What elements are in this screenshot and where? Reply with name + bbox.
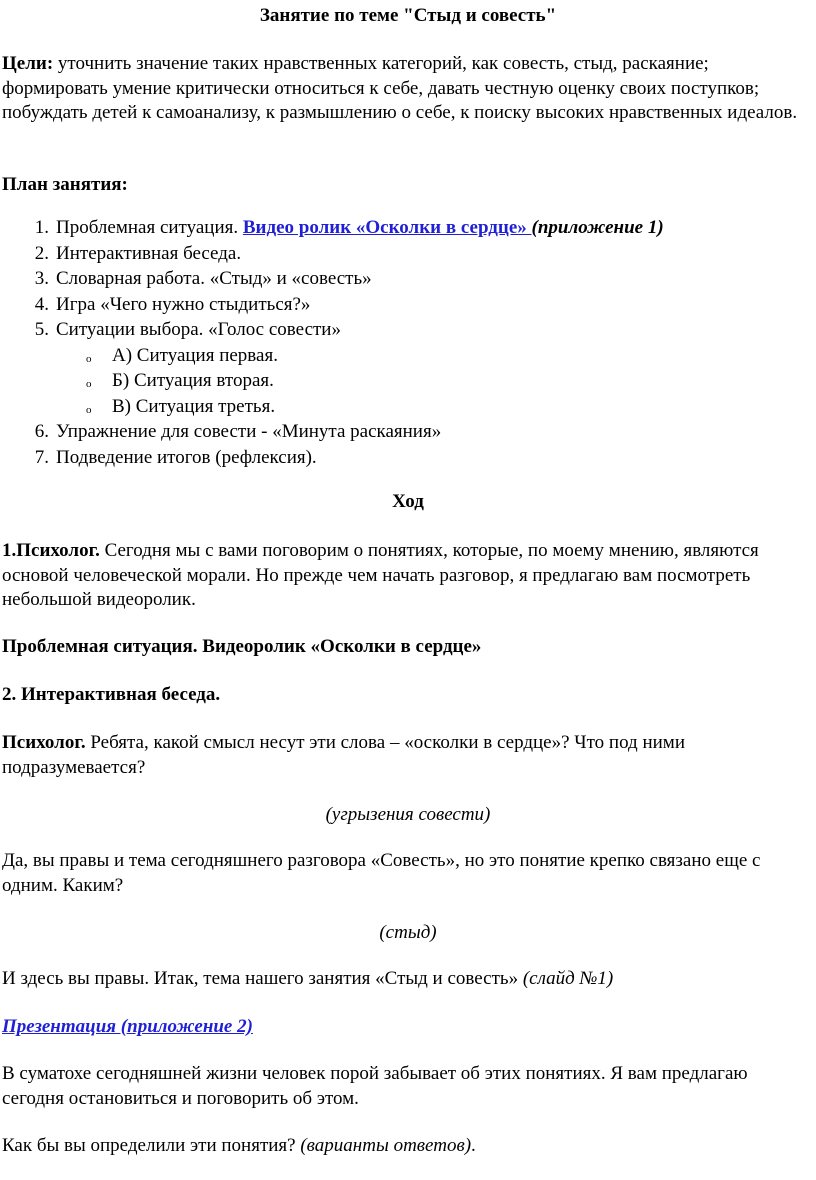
goals-paragraph [2,52,814,126]
plan-item-number: 2. [34,242,49,264]
plan-subitem-text: А) Ситуация первая. [112,344,278,366]
course-heading [0,490,816,515]
plan-item-4 [0,293,812,319]
circle-bullet-icon: o [86,378,92,390]
plan-item-number: 3. [34,268,49,289]
section-2-text: 2. Интерактивная беседа. [2,684,221,705]
plan-subitem-text: В) Ситуация третья. [112,395,276,417]
plan-heading-text: План занятия: [2,174,128,195]
plan-item-2 [0,242,812,268]
answer-variants-note: (варианты ответов) [300,1135,472,1156]
plan-item-number: 5. [34,319,49,340]
plan-item-text: Словарная работа. «Стыд» и «совесть» [56,268,372,289]
plan-subitem-1 [0,344,812,370]
goals-label: Цели: [2,53,54,74]
plan-item-text: Подведение итогов (рефлексия). [56,446,317,468]
circle-bullet-icon: o [86,403,92,416]
plan-subitem-text: Б) Ситуация вторая. [112,370,274,391]
psychologist-question-text: Ребята, какой смысл несут эти слова – «осколки в сердце»? Что под ними подразумевается? [2,732,685,778]
psychologist-question-paragraph [2,731,814,780]
page-title: Занятие по теме "Стыд и совесть" [259,5,557,26]
plan-item-5 [0,318,812,344]
psychologist-intro-text: Сегодня мы с вами поговорим о понятиях, которые, по моему мнению, являются основой человеческой морали. Но прежде чем начать разговор, я предлагаю вам посмотреть небольшой видеоролик. [2,540,759,610]
section-2-heading [2,683,814,708]
plan-item-1 [0,216,812,242]
paragraph-4 [2,967,814,992]
course-heading-text: Ход [392,491,424,512]
plan-heading [2,173,814,198]
answer-1-text: (угрызения совести) [325,804,491,825]
plan-item-number: 4. [34,293,49,315]
problem-situation-text: Проблемная ситуация. Видеоролик «Осколки в сердце» [2,636,482,657]
answer-2-text: (стыд) [379,922,437,943]
goals-text: уточнить значение таких нравственных категорий, как совесть, стыд, раскаяние; формировать умение критически относиться к себе, давать честную оценку своих поступков; побуждать детей к самоанализу, к размышлению о себе, к поиску высоких нравственных идеалов. [2,53,798,123]
presentation-link-row [2,1015,814,1040]
answer-1 [0,803,816,828]
paragraph-6-end: . [471,1135,476,1156]
plan-item-6 [0,420,812,446]
plan-item-text: Упражнение для совести - «Минута раскаяния» [56,421,442,442]
answer-2 [0,921,816,946]
plan-item-number: 6. [34,421,49,442]
plan-item-7 [0,446,812,472]
plan-item-text: Ситуации выбора. «Голос совести» [56,319,341,340]
plan-item-text: Игра «Чего нужно стыдиться?» [56,293,311,315]
presentation-link[interactable]: Презентация (приложение 2) [2,1016,253,1037]
video-link[interactable]: Видео ролик «Осколки в сердце» [242,217,532,238]
paragraph-6 [2,1134,814,1159]
psychologist-label: 1.Психолог. [2,540,100,561]
paragraph-3-text: Да, вы правы и тема сегодняшнего разговора «Совесть», но это понятие крепко связано еще с одним. Каким? [2,850,761,896]
problem-situation-heading [2,635,814,660]
plan-item-number: 1. [34,217,49,238]
plan-item-text: Интерактивная беседа. [56,242,242,264]
plan-subitem-2 [0,369,812,395]
paragraph-5 [2,1062,814,1111]
paragraph-6-text: Как бы вы определили эти понятия? [2,1135,301,1156]
plan-item-3 [0,267,812,293]
paragraph-5-text: В суматохе сегодняшней жизни человек порой забывает об этих понятиях. Я вам предлагаю сегодня остановиться и поговорить об этом. [2,1063,748,1109]
psychologist-label: Психолог. [2,732,86,753]
paragraph-3 [2,849,814,898]
plan-subitem-3 [0,395,812,421]
plan-item-number: 7. [34,446,49,468]
psychologist-intro-paragraph [2,539,814,613]
slide-note: (слайд №1) [522,968,614,989]
plan-item-text: Проблемная ситуация. [56,217,243,238]
circle-bullet-icon: o [86,352,92,365]
plan-list [0,216,812,471]
appendix-1-note: (приложение 1) [531,217,664,238]
paragraph-4-text: И здесь вы правы. Итак, тема нашего занятия «Стыд и совесть» [2,968,523,989]
